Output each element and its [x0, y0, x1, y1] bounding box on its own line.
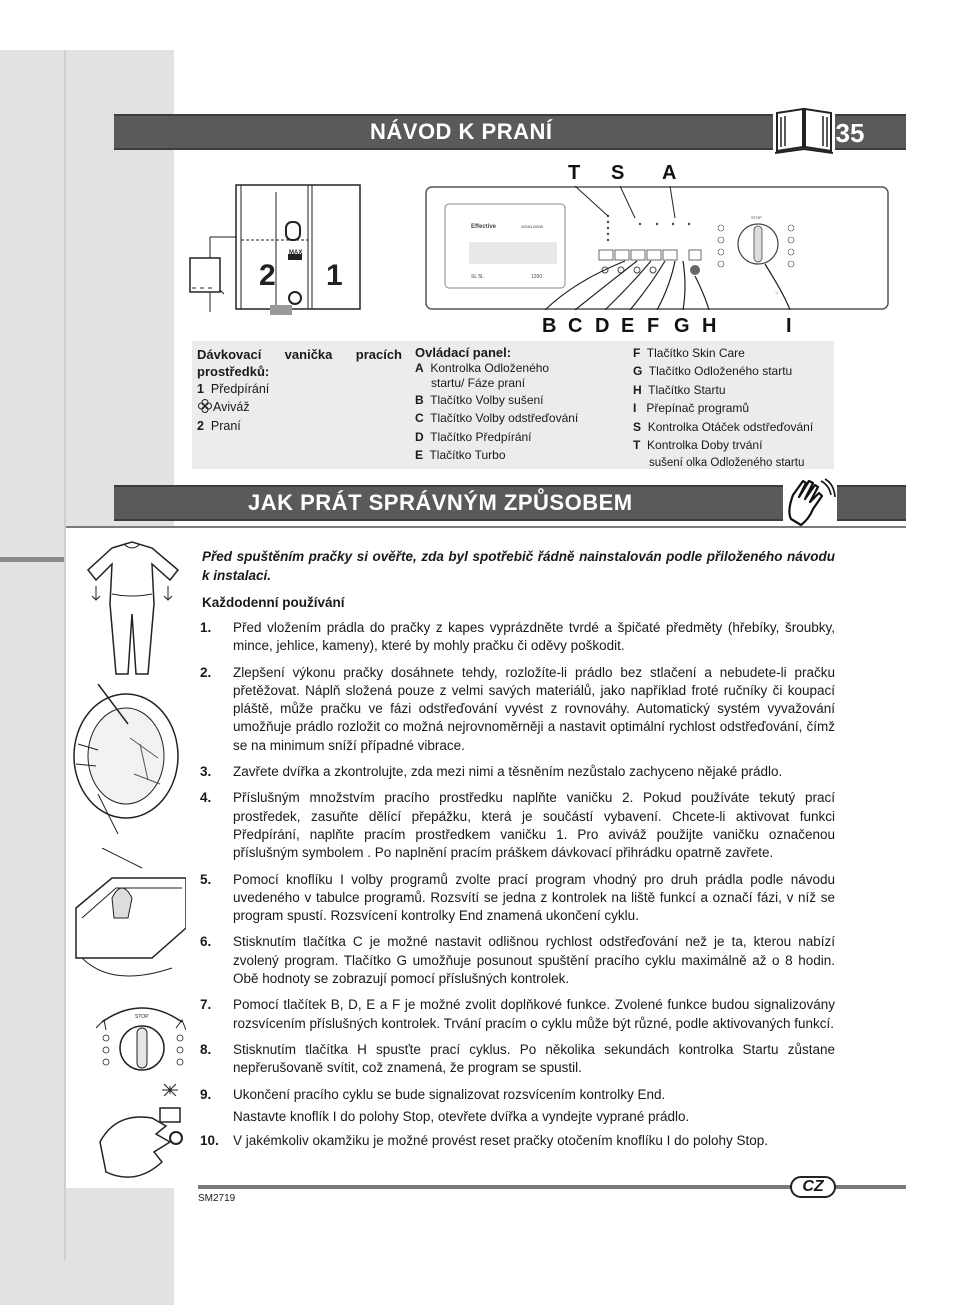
- hand-icon: [783, 475, 837, 531]
- flower-icon: [197, 399, 213, 413]
- book-icon: [773, 103, 835, 155]
- svg-text:STOP: STOP: [135, 1014, 149, 1020]
- legend-panel-item: I Přepínač programů: [633, 401, 750, 416]
- legend-panel-item: S Kontrolka Otáček odstřeďování: [633, 419, 814, 434]
- section-title: JAK PRÁT SPRÁVNÝM ZPŮSOBEM: [248, 490, 633, 515]
- list-item: 4. Příslušným množstvím pracího prostředku naplňte vaničku 2. Pokud používáte tekutý prací prostředek, zasuňte dělící přepážku, která je součástí vybavení. Chcete-li aktivovat funkci Předpírání, naplňte pracím prostředkem vaničku 1. Pro aviváž použijte vaničku označenou příslušným symbolem . Po naplnění pracím práškem dávkovací přihrádku opatrně zavřete.: [200, 790, 835, 861]
- panel-right-val: 1200: [531, 274, 543, 280]
- legend-panel-item: T Kontrolka Doby trvání: [633, 438, 763, 453]
- legend-panel-item: D Tlačítko Předpírání: [415, 429, 532, 444]
- list-item: 10. V jakémkoliv okamžiku je možné provést reset pračky otočením knoflíku I do polohy Stop.: [200, 1133, 768, 1149]
- legend-box: [192, 341, 834, 469]
- legend-drawer-item: Aviváž: [197, 398, 402, 416]
- list-item: 5. Pomocí knoflíku I volby programů zvolte prací program vhodný pro druh prádla podle návodu uvedeného v tabulce programů. Rozsvítí se jedna z kontrolek na liště funkcí a označí fázi, v níž se program spustí. Rozsvícení kontrolky End znamená ukončení cyklu.: [200, 871, 835, 924]
- legend-panel-title: Ovládací panel:: [415, 345, 512, 360]
- clothes-figure: [82, 534, 186, 684]
- legend-panel-item: sušení olka Odloženého startu: [649, 457, 805, 470]
- list-item: 1. Před vložením prádla do pračky z kapes vyprázdněte tvrdé a špičaté předměty (hřebíky, šroubky, mince, jehlice, kameny), které by mohly pračku či oděvy poškodit.: [200, 620, 835, 654]
- steps-list: [200, 619, 835, 1150]
- list-item: 9. Ukončení pracího cyklu se bude signalizovat rozsvícením kontrolky End.: [200, 1086, 666, 1102]
- panel-letter-d: D: [595, 315, 610, 337]
- legend-panel-item: A Kontrolka Odloženého: [415, 361, 550, 375]
- panel-model: WDN1265W: [521, 224, 544, 229]
- panel-letter-t: T: [568, 162, 581, 184]
- list-item: 8. Stisknutím tlačítka H spusťte prací cyklus. Po několika sekundách kontrolka Startu zůstane nepřerušovaně svítit, což znamená, že program se spustil.: [200, 1041, 835, 1076]
- legend-panel-item: C Tlačítko Volby odstřeďování: [415, 411, 579, 426]
- drawer-fill-figure: [72, 848, 186, 988]
- panel-letter-i: I: [786, 315, 792, 337]
- legend-panel-item: H Tlačítko Startu: [633, 382, 726, 397]
- legend-panel-item: B Tlačítko Volby sušení: [415, 393, 544, 407]
- side-tick: [0, 557, 64, 562]
- compartment-1-label: 1: [326, 259, 343, 292]
- page-number: 35: [835, 118, 865, 148]
- list-item: 7. Pomocí tlačítek B, D, E a F je možné zvolit doplňkové funkce. Zvolené funkce budou signalizovány rozsvícením příslušných kontrolek. Trvání pracím o cyklu může být různé, podle aktivovaných funkcí.: [200, 997, 835, 1031]
- panel-letter-f: F: [647, 315, 660, 337]
- svg-text:♨: ♨: [775, 290, 779, 295]
- legend-panel-item: E Tlačítko Turbo: [415, 448, 506, 463]
- list-item: Nastavte knoflík I do polohy Stop, otevřete dvířka a vyndejte vyprané prádlo.: [233, 1108, 690, 1124]
- compartment-2-label: 2: [259, 259, 276, 292]
- intro-text: Před spuštěním pračky si ověřte, zda byl spotřebič řádně nainstalován podle přiloženého návodu k instalaci.: [202, 549, 835, 583]
- subheading: Každodenní používání: [202, 595, 345, 610]
- legend-drawer-item: 1 Předpírání: [197, 382, 270, 396]
- language-badge: CZ: [790, 1176, 836, 1198]
- panel-left-val: SL 5L: [471, 274, 484, 280]
- legend-drawer-item: 2 Praní: [197, 418, 241, 433]
- list-item: 6. Stisknutím tlačítka C je možné nastavit odlišnou rychlost odstřeďování než je ta, kterou nabízí zvolený program. Tlačítko G umožňuje posunout spuštění pracího cyklu maximálně až o 8 hodin. Obě hodnoty se zobrazují pomocí příslušných kontrolek.: [200, 934, 835, 987]
- panel-letter-e: E: [621, 315, 635, 337]
- detergent-drawer-figure: [186, 182, 366, 322]
- legend-drawer-title: Dávkovací vanička pracích prostředků:: [197, 347, 402, 379]
- document-code: SM2719: [198, 1193, 236, 1204]
- panel-brand: Effective: [471, 224, 497, 230]
- panel-letter-b: B: [542, 315, 557, 337]
- legend-panel-b: [633, 344, 833, 473]
- panel-letter-g: G: [674, 315, 690, 337]
- svg-text:STOP: STOP: [751, 215, 762, 220]
- panel-letter-c: C: [568, 315, 583, 337]
- legend-drawer: [197, 346, 402, 435]
- legend-panel-item: startu/ Fáze praní: [431, 376, 526, 390]
- control-panel-figure: [425, 186, 889, 310]
- panel-letter-a: A: [662, 162, 677, 184]
- max-label: MAX: [289, 250, 303, 256]
- finger-press-figure: [96, 1082, 186, 1186]
- panel-letter-h: H: [702, 315, 717, 337]
- legend-panel-a: [415, 345, 625, 465]
- section-divider: [66, 526, 906, 528]
- list-item: 3. Zavřete dvířka a zkontrolujte, zda mezi nimi a těsněním nezůstalo zachyceno nějaké prádlo.: [200, 764, 783, 780]
- drum-door-figure: [68, 684, 186, 834]
- legend-panel-item: G Tlačítko Odloženého startu: [633, 364, 793, 379]
- program-dial-figure: [82, 998, 186, 1082]
- list-item: 2. Zlepšení výkonu pračky dosáhnete tehdy, rozložíte-li prádlo bez stlačení a nebudete-li pračku přetěžovat. Náplň složená pouze z velmi savých materiálů, jako například froté ručníky či koupací pláště, může pračku ve fázi odstřeďování vyvést z rovnováhy. Automatický systém vyvažování umožňuje prádlo rozložit co možná nejrovnoměrněji a nastavit optimální rychlost odstřeďování, čímž se na minimum sníží případné vibrace.: [200, 664, 835, 753]
- page-title: NÁVOD K PRANÍ: [370, 119, 553, 144]
- panel-letter-s: S: [611, 162, 625, 184]
- legend-panel-item: F Tlačítko Skin Care: [633, 346, 745, 360]
